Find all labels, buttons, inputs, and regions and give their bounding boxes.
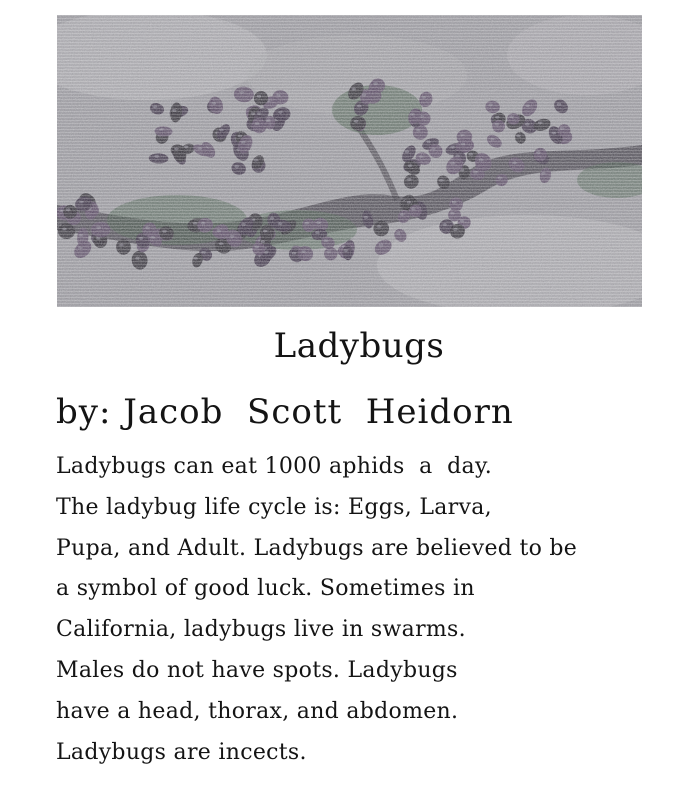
body-line: Males do not have spots. Ladybugs: [56, 657, 458, 683]
body-paragraph: [56, 447, 686, 773]
body-line: The ladybug life cycle is: Eggs, Larva,: [56, 494, 492, 520]
body-line: Pupa, and Adult. Ladybugs are believed to be: [56, 535, 578, 561]
body-line: a symbol of good luck. Sometimes in: [56, 576, 475, 602]
body-line: Ladybugs are incects.: [56, 739, 307, 765]
author-byline: by: Jacob Scott Heidorn: [56, 392, 514, 432]
page-title: Ladybugs: [273, 326, 445, 366]
body-line: have a head, thorax, and abdomen.: [56, 698, 459, 724]
body-line: California, ladybugs live in swarms.: [56, 617, 466, 643]
body-line: Ladybugs can eat 1000 aphids a day.: [56, 454, 493, 479]
ladybug-swarm-photo: [57, 15, 642, 307]
ladybug-swarm-image: [57, 15, 642, 307]
